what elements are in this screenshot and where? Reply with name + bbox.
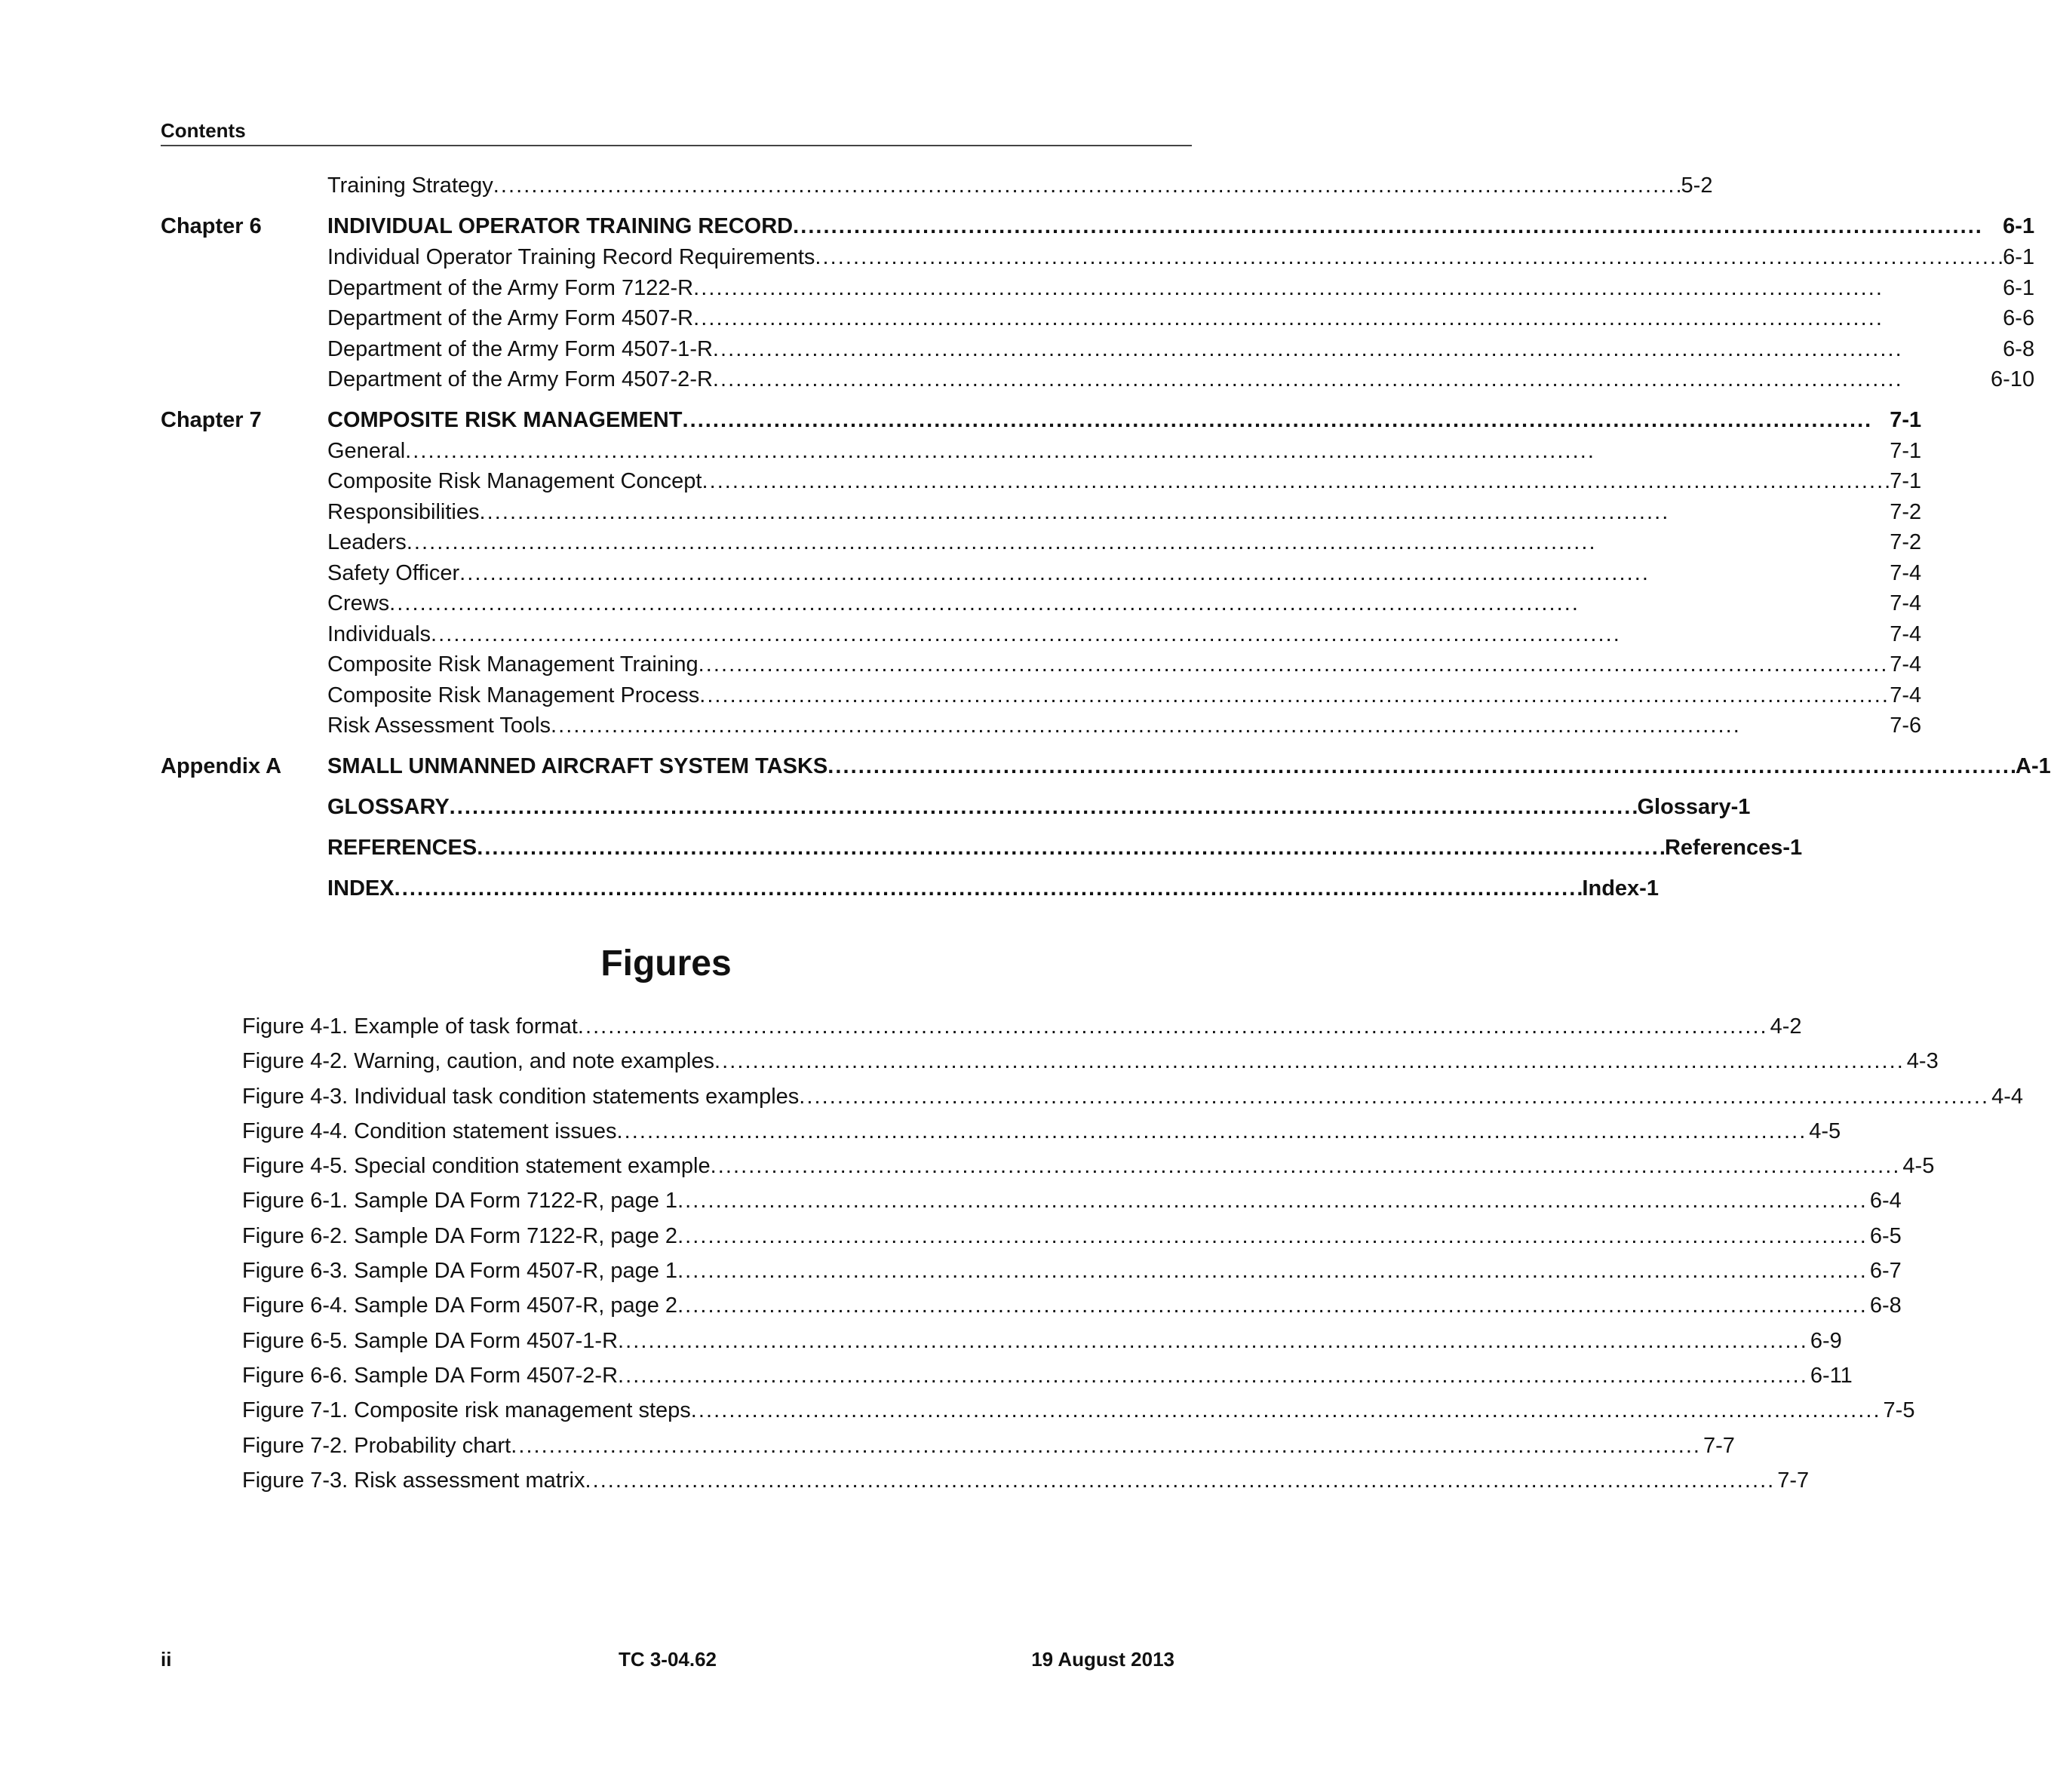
dot-leader: [405, 436, 1888, 467]
figure-page: 7-7: [1703, 1433, 1735, 1458]
toc-entry-title: Department of the Army Form 4507-2-R: [327, 367, 713, 391]
toc-entry-page: 7-1: [1890, 469, 1922, 493]
toc-entry-title: SMALL UNMANNED AIRCRAFT SYSTEM TASKS: [327, 753, 828, 778]
toc-entry-title: Department of the Army Form 4507-R: [327, 306, 694, 330]
toc-entries: [327, 792, 1750, 823]
dot-leader: [693, 303, 2001, 334]
toc-entries: [327, 405, 1921, 741]
figure-entry[interactable]: [242, 1324, 1842, 1358]
toc-group: [161, 833, 1803, 864]
dot-leader: [711, 1149, 1897, 1183]
figure-page: 4-5: [1902, 1154, 1935, 1179]
dot-leader: [815, 242, 2001, 273]
figure-entry[interactable]: [242, 1009, 1802, 1044]
toc-entry-title: Composite Risk Management Training: [327, 652, 699, 677]
dot-leader: [693, 273, 2001, 304]
toc-entry-title: Composite Risk Management Concept: [327, 469, 702, 493]
figure-title: Figure 7-3. Risk assessment matrix: [242, 1468, 585, 1493]
toc-section-label: [161, 170, 327, 201]
toc-entry-title: GLOSSARY: [327, 794, 450, 819]
toc-entry[interactable]: [327, 588, 1921, 619]
page-number: ii: [161, 1648, 172, 1671]
dot-leader: [713, 334, 2001, 365]
figure-page: 4-3: [1906, 1049, 1939, 1074]
toc-entry-page: 7-2: [1890, 530, 1922, 554]
toc-entry-title: Safety Officer: [327, 560, 460, 585]
toc-entry-page: Index-1: [1582, 876, 1659, 901]
toc-heading-entry[interactable]: [327, 211, 2034, 242]
figure-entry[interactable]: [242, 1114, 1841, 1149]
dot-leader: [699, 680, 1888, 711]
figure-entry[interactable]: [242, 1149, 1935, 1183]
dot-leader: [702, 466, 1888, 497]
toc-entry-title: Individual Operator Training Record Requirements: [327, 245, 815, 269]
dot-leader: [714, 1044, 1901, 1079]
figure-page: 4-2: [1770, 1014, 1802, 1039]
dot-leader: [699, 649, 1889, 680]
dot-leader: [511, 1428, 1697, 1463]
figure-title: Figure 4-4. Condition statement issues: [242, 1118, 617, 1143]
toc-section-label: [161, 873, 327, 904]
page-header: [161, 119, 1192, 146]
figure-entry[interactable]: [242, 1183, 1902, 1218]
toc-entry-page: 7-4: [1890, 591, 1922, 615]
toc-entry-title: Individuals: [327, 621, 431, 646]
toc-group: [161, 405, 1922, 741]
figure-page: 7-7: [1777, 1468, 1810, 1493]
figure-title: Figure 4-3. Individual task condition statements examples: [242, 1084, 800, 1109]
publication-date: 19 August 2013: [1031, 1648, 1174, 1671]
toc-section-label: Chapter 6: [161, 214, 262, 238]
dot-leader: [407, 527, 1888, 558]
dot-leader: [677, 1219, 1864, 1253]
dot-leader: [578, 1009, 1764, 1044]
toc-entry[interactable]: [327, 466, 1921, 497]
toc-entry[interactable]: [327, 558, 1921, 589]
toc-entries: [327, 751, 2051, 782]
figure-title: Figure 7-1. Composite risk management steps: [242, 1398, 691, 1423]
figure-page: 4-5: [1809, 1118, 1841, 1143]
figure-page: 6-9: [1810, 1328, 1842, 1353]
figure-title: Figure 7-2. Probability chart: [242, 1433, 511, 1458]
toc-entry-page: 7-1: [1890, 438, 1922, 463]
dot-leader: [616, 1114, 1803, 1149]
toc-entry[interactable]: [327, 364, 2034, 395]
toc-entry-page: 6-10: [1991, 367, 2035, 391]
toc-entry-page: 7-2: [1890, 499, 1922, 524]
toc-entry-title: Leaders: [327, 530, 407, 554]
toc-entry-title: COMPOSITE RISK MANAGEMENT: [327, 407, 683, 432]
dot-leader: [585, 1463, 1771, 1498]
figure-title: Figure 6-6. Sample DA Form 4507-2-R: [242, 1363, 619, 1388]
figure-entry[interactable]: [242, 1393, 1915, 1428]
figure-entry[interactable]: [242, 1358, 1853, 1393]
figure-entry[interactable]: [242, 1428, 1735, 1463]
toc-entry-title: INDIVIDUAL OPERATOR TRAINING RECORD: [327, 214, 794, 238]
toc-entry[interactable]: [327, 303, 2034, 334]
toc-entry[interactable]: [327, 242, 2034, 273]
figures-list: [242, 1009, 2023, 1498]
figure-entry[interactable]: [242, 1288, 1902, 1323]
toc-entry-page: Glossary-1: [1637, 794, 1751, 819]
toc-entry-page: 6-1: [2003, 245, 2035, 269]
toc-heading-entry[interactable]: [327, 792, 1750, 823]
toc-entry[interactable]: [327, 527, 1921, 558]
toc-heading-entry[interactable]: [327, 833, 1802, 864]
toc-entry-title: Department of the Army Form 4507-1-R: [327, 336, 713, 361]
toc-entries: [327, 873, 1659, 904]
table-of-contents: [161, 170, 2051, 904]
toc-entry-page: A-1: [2016, 753, 2051, 778]
dot-leader: [551, 710, 1888, 741]
dot-leader: [677, 1253, 1864, 1288]
dot-leader: [477, 833, 1663, 864]
toc-entry[interactable]: [327, 334, 2034, 365]
toc-entry-page: 6-1: [2003, 275, 2035, 300]
dot-leader: [618, 1358, 1804, 1393]
figure-page: 6-11: [1810, 1363, 1853, 1388]
toc-entry-title: Department of the Army Form 7122-R: [327, 275, 694, 300]
toc-entries: [327, 170, 1712, 201]
toc-entry-page: 7-4: [1890, 652, 1922, 677]
figure-page: 6-7: [1869, 1259, 1902, 1284]
figure-page: 7-5: [1883, 1398, 1915, 1423]
page-footer: [161, 1646, 1174, 1673]
toc-group: [161, 873, 1659, 904]
dot-leader: [682, 405, 1888, 436]
figure-entry[interactable]: [242, 1253, 1902, 1288]
toc-entry-title: INDEX: [327, 876, 395, 901]
toc-entry[interactable]: [327, 680, 1921, 711]
dot-leader: [691, 1393, 1878, 1428]
figure-title: Figure 4-5. Special condition statement example: [242, 1154, 711, 1179]
toc-heading-entry[interactable]: [327, 751, 2051, 782]
page-header-title: Contents: [161, 119, 246, 142]
figure-title: Figure 6-1. Sample DA Form 7122-R, page 1: [242, 1189, 678, 1214]
toc-entry-page: 7-4: [1890, 560, 1922, 585]
toc-section-label: Appendix A: [161, 753, 282, 778]
toc-entries: [327, 211, 2034, 395]
toc-entry[interactable]: [327, 170, 1712, 201]
toc-entry-title: Composite Risk Management Process: [327, 683, 700, 707]
toc-section-label: [161, 833, 327, 864]
toc-entry-page: 7-6: [1890, 713, 1922, 738]
dot-leader: [459, 558, 1888, 589]
toc-entry-title: Risk Assessment Tools: [327, 713, 551, 738]
figure-entry[interactable]: [242, 1463, 1810, 1498]
toc-entry[interactable]: [327, 649, 1921, 680]
dot-leader: [677, 1183, 1864, 1218]
figure-entry[interactable]: [242, 1219, 1902, 1253]
toc-entry-page: References-1: [1664, 835, 1803, 860]
dot-leader: [799, 1079, 1985, 1114]
toc-entry-title: Responsibilities: [327, 499, 480, 524]
toc-group: [161, 170, 1713, 201]
dot-leader: [677, 1288, 1864, 1323]
toc-group: [161, 792, 1751, 823]
dot-leader: [793, 211, 2001, 242]
dot-leader: [431, 619, 1888, 650]
toc-entry-page: 6-1: [2003, 214, 2035, 238]
toc-entry[interactable]: [327, 497, 1921, 528]
figure-page: 6-5: [1869, 1223, 1902, 1248]
toc-group: [161, 211, 2035, 395]
toc-entry-title: Training Strategy: [327, 173, 493, 198]
figure-page: 6-8: [1869, 1293, 1902, 1318]
toc-section-label: [161, 792, 327, 823]
figure-title: Figure 6-5. Sample DA Form 4507-1-R: [242, 1328, 619, 1353]
toc-entry-title: General: [327, 438, 406, 463]
figure-title: Figure 6-4. Sample DA Form 4507-R, page 2: [242, 1293, 678, 1318]
figures-heading: Figures: [600, 944, 732, 983]
dot-leader: [713, 364, 1989, 395]
toc-entries: [327, 833, 1802, 864]
figure-title: Figure 6-3. Sample DA Form 4507-R, page 1: [242, 1259, 678, 1284]
toc-entry-title: Crews: [327, 591, 390, 615]
toc-entry-page: 5-2: [1681, 173, 1713, 198]
toc-entry-page: 7-4: [1890, 621, 1922, 646]
dot-leader: [827, 751, 2014, 782]
toc-entry-page: 6-8: [2003, 336, 2035, 361]
dot-leader: [493, 170, 1680, 201]
toc-entry[interactable]: [327, 436, 1921, 467]
figure-page: 4-4: [1991, 1084, 2023, 1109]
toc-heading-entry[interactable]: [327, 405, 1921, 436]
figure-page: 6-4: [1869, 1189, 1902, 1214]
toc-entry[interactable]: [327, 619, 1921, 650]
figure-title: Figure 6-2. Sample DA Form 7122-R, page 2: [242, 1223, 678, 1248]
toc-entry-page: 7-4: [1890, 683, 1922, 707]
toc-entry-page: 6-6: [2003, 306, 2035, 330]
dot-leader: [480, 497, 1889, 528]
dot-leader: [450, 792, 1636, 823]
toc-entry-title: REFERENCES: [327, 835, 477, 860]
toc-entry[interactable]: [327, 710, 1921, 741]
document-id: TC 3-04.62: [618, 1648, 717, 1671]
figure-title: Figure 4-2. Warning, caution, and note examples: [242, 1049, 714, 1074]
dot-leader: [618, 1324, 1804, 1358]
dot-leader: [389, 588, 1888, 619]
toc-entry-page: 7-1: [1890, 407, 1922, 432]
toc-section-label: Chapter 7: [161, 407, 262, 432]
dot-leader: [395, 873, 1581, 904]
figure-title: Figure 4-1. Example of task format: [242, 1014, 578, 1039]
toc-entry[interactable]: [327, 273, 2034, 304]
toc-group: [161, 751, 2051, 782]
figure-entry[interactable]: [242, 1079, 2023, 1114]
toc-heading-entry[interactable]: [327, 873, 1659, 904]
figure-entry[interactable]: [242, 1044, 1939, 1079]
